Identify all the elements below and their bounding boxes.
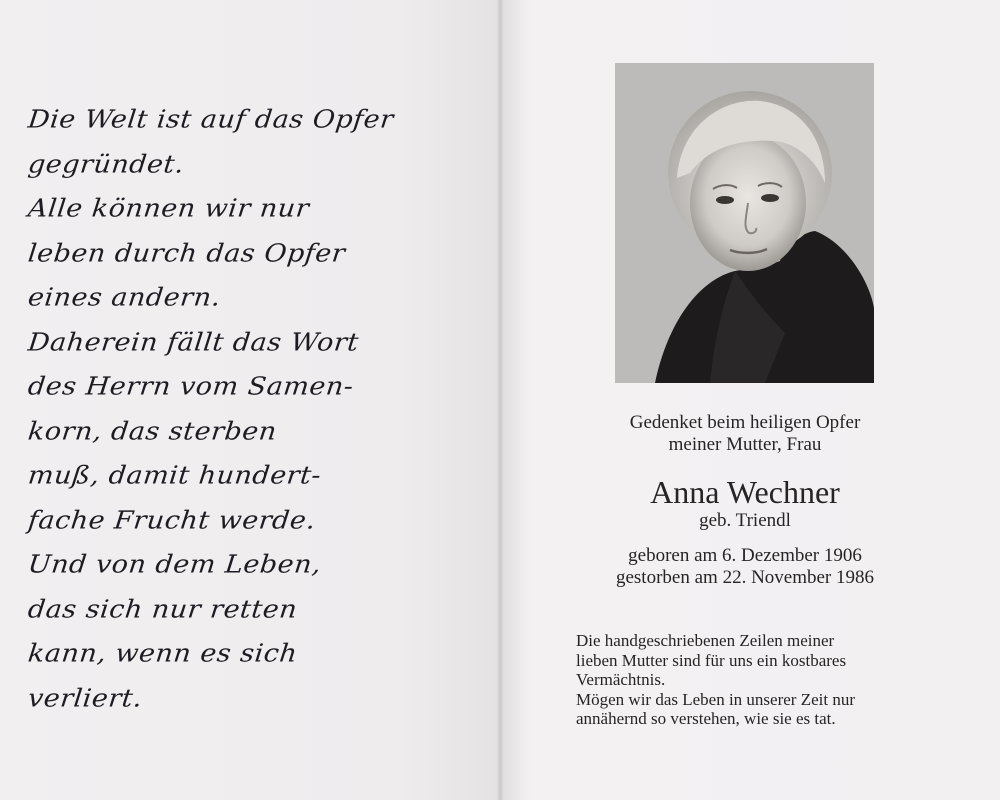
handwritten-line: verliert. (26, 683, 144, 713)
handwritten-line: leben durch das Opfer (26, 238, 347, 268)
death-date: gestorben am 22. November 1986 (615, 567, 875, 588)
card-fold (497, 0, 503, 800)
dedication-text (576, 631, 906, 729)
handwritten-line: kann, wenn es sich (26, 639, 299, 668)
handwritten-line: korn, das sterben (26, 416, 279, 446)
handwritten-line: muß, damit hundert- (26, 461, 323, 490)
dedication-line: lieben Mutter sind für uns ein kostbares (576, 650, 847, 670)
handwritten-line: Und von dem Leben, (26, 550, 323, 579)
dedication-line: annähernd so verstehen, wie sie es tat. (576, 709, 836, 728)
intro-line: meiner Mutter, Frau (668, 434, 822, 455)
portrait-illustration (615, 63, 874, 383)
handwritten-line: Die Welt ist auf das Opfer (26, 105, 396, 134)
life-dates (560, 545, 930, 589)
deceased-name: Anna Wechner (650, 474, 840, 510)
handwritten-line: Alle können wir nur (26, 194, 311, 223)
handwritten-line: eines andern. (26, 283, 223, 312)
intro-line: Gedenket beim heiligen Opfer (629, 412, 861, 433)
dedication-line: Die handgeschriebenen Zeilen meiner (576, 631, 835, 650)
handwritten-line: das sich nur retten (26, 594, 299, 624)
dedication-line: Vermächtnis. (576, 670, 666, 689)
handwritten-line: gegründet. (26, 149, 186, 179)
handwritten-line: fache Frucht werde. (26, 505, 318, 535)
birth-date: geboren am 6. Dezember 1906 (628, 545, 862, 566)
portrait-photo (615, 63, 874, 383)
maiden-name: geb. Triendl (699, 510, 791, 531)
handwritten-note (28, 98, 468, 721)
handwritten-line: des Herrn vom Samen- (26, 372, 355, 401)
handwritten-line: Daherein fällt das Wort (26, 327, 361, 357)
dedication-line: Mögen wir das Leben in unserer Zeit nur (576, 689, 855, 709)
memorial-intro (560, 412, 930, 456)
